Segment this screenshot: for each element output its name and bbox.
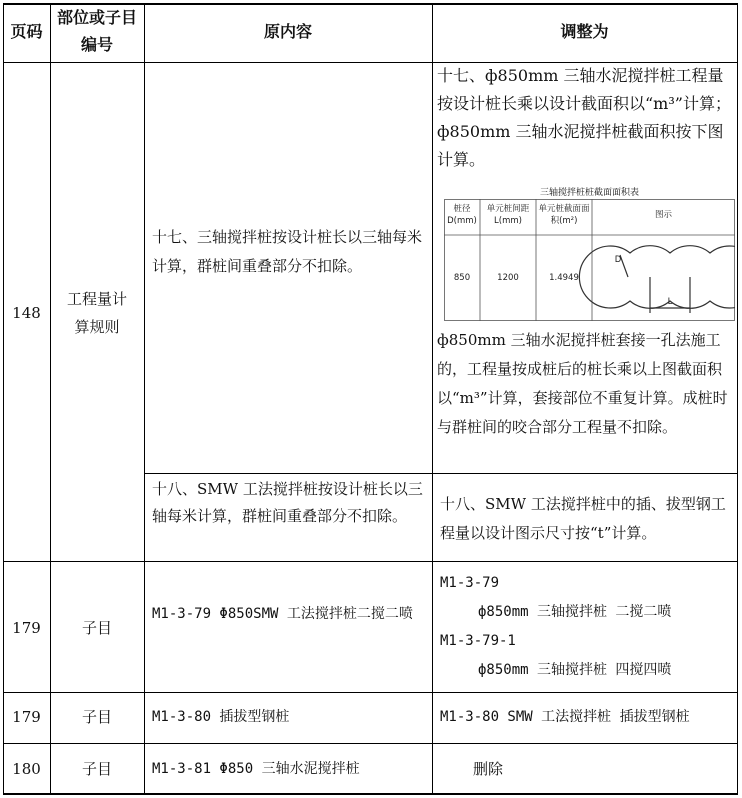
adjusted-desc-1: ф850mm 三轴搅拌桩 二搅二喷 <box>478 604 672 620</box>
header-original: 原内容 <box>263 22 312 41</box>
row-180-original: M1-3-81 Φ850 三轴水泥搅拌桩 <box>152 761 360 777</box>
col-divider <box>50 3 51 795</box>
adjusted-code-1: M1-3-79 <box>440 575 500 591</box>
figure-header-area: 单元桩截面面积(m²) <box>538 204 590 226</box>
row-148-adjusted-17-intro: 十七、ф850mm 三轴水泥搅拌桩工程量按设计桩长乘以设计截面积以“m³”计算；ф850mm 三轴水泥搅拌桩截面积按下图计算。 <box>437 66 731 169</box>
figure-value-area: 1.4949 <box>549 273 579 283</box>
row-divider <box>144 473 738 474</box>
figure-title: 三轴搅拌桩桩截面面积表 <box>539 188 639 198</box>
row-148-page: 148 <box>12 304 41 322</box>
figure-header-diameter: 桩径 D(mm) <box>447 204 477 226</box>
col-divider <box>3 3 4 795</box>
header-page-no: 页码 <box>10 22 43 41</box>
figure-header-spacing: 单元桩间距 L(mm) <box>486 204 530 226</box>
figure-label-d: D <box>614 255 622 265</box>
row-180-section: 子目 <box>81 760 112 778</box>
row-148-adjusted-17-after: ф850mm 三轴水泥搅拌桩套接一孔法施工的，工程量按成桩后的桩长乘以上图截面积以“m³”计算，套接部位不重复计算。成桩时与群桩间的咬合部分工程量不扣除。 <box>437 331 728 436</box>
row-179a-original: M1-3-79 Φ850SMW 工法搅拌桩二搅二喷 <box>152 606 413 622</box>
row-179a-adjusted <box>440 569 736 685</box>
figure-value-spacing: 1200 <box>497 273 519 283</box>
row-179a-section: 子目 <box>81 619 112 637</box>
figure-header-diagram: 图示 <box>654 210 672 220</box>
figure-value-diameter: 850 <box>453 273 471 283</box>
adjusted-code-2: M1-3-79-1 <box>440 633 516 649</box>
col-divider <box>432 3 433 795</box>
row-148-section: 工程量计算规则 <box>66 290 127 336</box>
row-179a-page: 179 <box>12 619 41 637</box>
row-179b-adjusted: M1-3-80 SMW 工法搅拌桩 插拔型钢桩 <box>440 709 690 725</box>
col-divider <box>737 3 738 795</box>
row-148-original-17: 十七、三轴搅拌桩按设计桩长以三轴每米计算，群桩间重叠部分不扣除。 <box>152 228 423 275</box>
row-divider <box>3 561 738 562</box>
row-180-adjusted: 删除 <box>473 760 504 778</box>
pile-section-area-figure <box>444 187 735 321</box>
header-adjusted: 调整为 <box>560 22 609 41</box>
row-179b-section: 子目 <box>81 708 112 726</box>
row-180-page: 180 <box>12 760 41 778</box>
table-border-bottom <box>3 793 738 795</box>
header-section: 部位或子目编号 <box>56 8 137 54</box>
row-divider <box>3 743 738 744</box>
row-148-original-18: 十八、SMW 工法搅拌桩按设计桩长以三轴每米计算，群桩间重叠部分不扣除。 <box>152 480 423 525</box>
row-148-adjusted-18: 十八、SMW 工法搅拌桩中的插、拔型钢工程量以设计图示尺寸按“t”计算。 <box>440 495 726 542</box>
col-divider <box>144 3 145 795</box>
row-179b-page: 179 <box>12 708 41 726</box>
row-179b-original: M1-3-80 插拔型钢桩 <box>152 709 290 725</box>
pile-circles-diagram <box>579 246 735 313</box>
row-divider <box>3 692 738 693</box>
figure-label-l: L <box>667 297 673 307</box>
adjustment-table <box>3 3 738 795</box>
adjusted-desc-2: ф850mm 三轴搅拌桩 四搅四喷 <box>478 662 672 678</box>
